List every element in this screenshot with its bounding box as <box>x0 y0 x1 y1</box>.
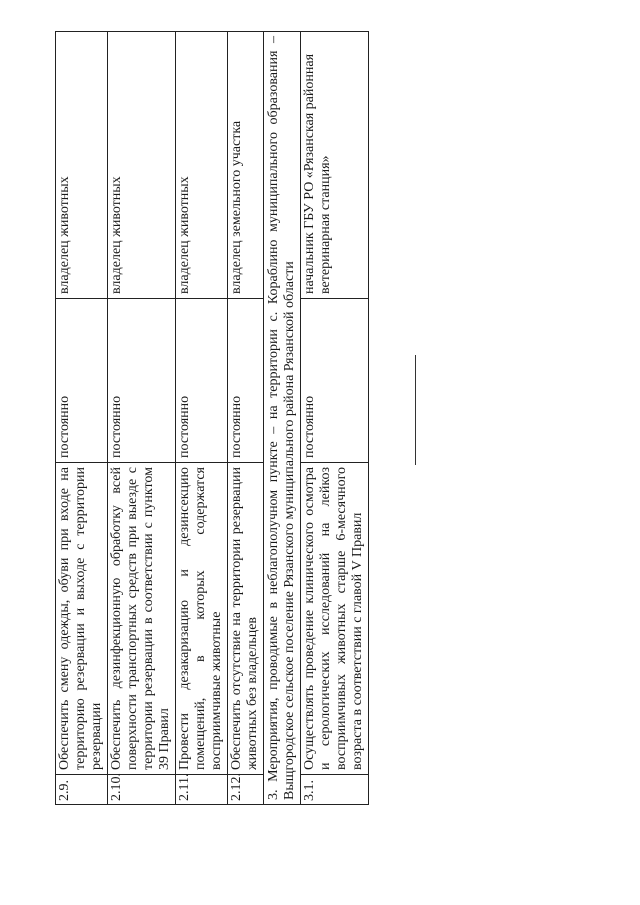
row-number: 2.10. <box>108 775 176 805</box>
table-row <box>301 32 369 805</box>
row-number: 2.11. <box>176 775 228 805</box>
section-3-heading: 3. Мероприятия, проводимые в неблагополучном пункте – на территории с. Кораблино муниципального образования – Выщгородское сельское поселение Рязанского муниципального района Рязанской области <box>264 32 301 805</box>
table-row <box>176 32 228 805</box>
row-action: Провести дезакаризацию и дезинсекцию помещений, в которых содержатся восприимчивые животные <box>176 463 228 775</box>
row-number: 2.9. <box>56 775 108 805</box>
divider-line <box>415 355 416 465</box>
row-term: постоянно <box>228 299 264 463</box>
row-responsible: начальник ГБУ РО «Рязанская районная ветеринарная станция» <box>301 32 369 299</box>
measures-table <box>55 31 369 805</box>
row-term: постоянно <box>176 299 228 463</box>
row-action: Обеспечить дезинфекционную обработку всей поверхности транспортных средств при выезде с территории резервации в соответствии с пунктом 39 Правил <box>108 463 176 775</box>
table-row <box>228 32 264 805</box>
table-row <box>56 32 108 805</box>
row-term: постоянно <box>301 299 369 463</box>
section-header-row <box>264 32 301 805</box>
row-action: Осуществлять проведение клинического осмотра и серологических исследований на лейкоз восприимчивых животных старше 6-месячного возраста в соответствии с главой V Правил <box>301 463 369 775</box>
row-action: Обеспечить отсутствие на территории резервации животных без владельцев <box>228 463 264 775</box>
row-responsible: владелец земельного участка <box>228 32 264 299</box>
row-responsible: владелец животных <box>176 32 228 299</box>
table-row <box>108 32 176 805</box>
row-term: постоянно <box>56 299 108 463</box>
row-responsible: владелец животных <box>56 32 108 299</box>
row-number: 3.1. <box>301 775 369 805</box>
row-responsible: владелец животных <box>108 32 176 299</box>
row-term: постоянно <box>108 299 176 463</box>
row-number: 2.12. <box>228 775 264 805</box>
row-action: Обеспечить смену одежды, обуви при входе на территорию резервации и выходе с территории резервации <box>56 463 108 775</box>
